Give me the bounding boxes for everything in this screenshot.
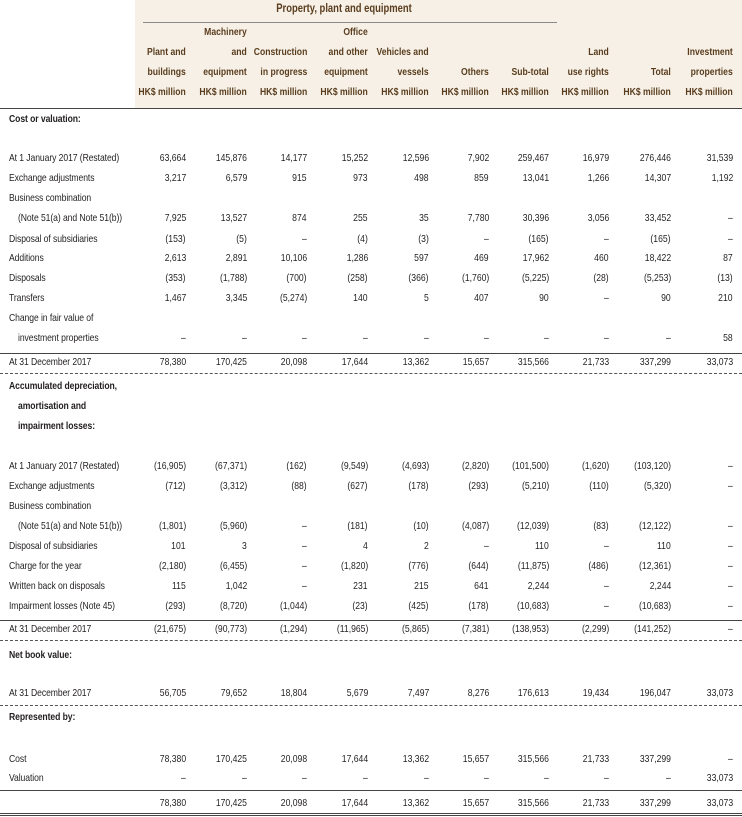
table-cell: (101,500) [512, 460, 549, 472]
table-cell: (644) [468, 560, 489, 572]
table-cell: (3,312) [219, 480, 247, 492]
table-cell: 5 [424, 292, 429, 304]
table-cell: (88) [291, 480, 307, 492]
table-cell: – [302, 560, 307, 572]
table-cell: 78,380 [159, 753, 186, 765]
table-cell: 259,467 [517, 152, 549, 164]
table-cell: 33,452 [644, 212, 671, 224]
table-cell: 15,657 [462, 753, 489, 765]
table-cell: (5,210) [521, 480, 549, 492]
table-cell: 2,891 [225, 252, 247, 264]
table-cell: – [604, 332, 609, 344]
table-cell: – [604, 600, 609, 612]
table-cell: 915 [292, 172, 307, 184]
table-cell: – [302, 332, 307, 344]
table-cell: (165) [650, 233, 671, 245]
row-label: Written back on disposals [9, 580, 105, 592]
table-cell: – [484, 772, 489, 784]
table-cell: (2,820) [461, 460, 489, 472]
table-cell: 13,362 [402, 356, 429, 368]
table-cell: 58 [723, 332, 733, 344]
table-cell: 110 [657, 540, 671, 552]
table-cell: (5,960) [219, 520, 247, 532]
column-header: Vehicles and vessels HK$ million [376, 46, 429, 98]
table-cell: (4) [357, 233, 368, 245]
table-cell: (23) [352, 600, 368, 612]
table-cell: 210 [718, 292, 733, 304]
table-cell: (1,620) [581, 460, 609, 472]
table-cell: (5,225) [521, 272, 549, 284]
table-cell: 874 [292, 212, 307, 224]
row-label: Additions [9, 252, 44, 264]
ppe-group-title: Property, plant and equipment [276, 3, 412, 15]
table-cell: (153) [165, 233, 186, 245]
table-cell: – [604, 540, 609, 552]
table-cell: (181) [347, 520, 368, 532]
table-cell: (21,675) [153, 623, 186, 635]
table-cell: (5,253) [643, 272, 671, 284]
table-cell: 10,106 [280, 252, 307, 264]
table-cell: 115 [172, 580, 186, 592]
table-cell: – [424, 332, 429, 344]
table-cell: (712) [165, 480, 186, 492]
table-cell: 469 [474, 252, 489, 264]
table-cell: (4,693) [401, 460, 429, 472]
row-label: Transfers [9, 292, 45, 304]
table-cell: 407 [474, 292, 489, 304]
table-cell: 14,307 [644, 172, 671, 184]
table-cell: – [302, 520, 307, 532]
table-cell: – [302, 580, 307, 592]
table-cell: 641 [474, 580, 489, 592]
table-cell: 337,299 [639, 356, 671, 368]
table-cell: 19,434 [582, 687, 609, 699]
column-header: Plant and buildings HK$ million [138, 46, 186, 98]
table-cell: 140 [353, 292, 368, 304]
table-cell: 7,497 [407, 687, 429, 699]
table-cell: 21,733 [582, 753, 609, 765]
table-cell: 101 [171, 540, 186, 552]
row-label: Exchange adjustments [9, 480, 95, 492]
table-cell: (1,294) [279, 623, 307, 635]
table-cell: 7,780 [467, 212, 489, 224]
table-cell: 17,962 [522, 252, 549, 264]
row-label: investment properties [18, 332, 99, 344]
table-cell: 315,566 [517, 356, 549, 368]
row-label: Exchange adjustments [9, 172, 95, 184]
table-cell: (9,549) [340, 460, 368, 472]
total-rule [0, 373, 742, 374]
column-header: Investment properties HK$ million [685, 46, 733, 98]
table-cell: (11,875) [517, 560, 549, 572]
table-cell: 17,644 [341, 753, 368, 765]
table-cell: 315,566 [517, 797, 549, 809]
table-cell: 337,299 [639, 797, 671, 809]
row-label: Impairment losses (Note 45) [9, 600, 115, 612]
table-cell: 30,396 [522, 212, 549, 224]
table-cell: 315,566 [517, 753, 549, 765]
table-cell: 5,679 [346, 687, 368, 699]
table-cell: (10) [413, 520, 429, 532]
table-cell: 87 [723, 252, 733, 264]
table-cell: 15,252 [341, 152, 368, 164]
row-label: Charge for the year [9, 560, 82, 572]
table-cell: 17,644 [341, 797, 368, 809]
row-label: Business combination [9, 192, 92, 204]
table-cell: 31,539 [706, 152, 733, 164]
table-cell: – [666, 332, 671, 344]
row-label: Disposals [9, 272, 46, 284]
table-cell: 3,217 [164, 172, 186, 184]
column-header: Others HK$ million [441, 66, 489, 98]
table-cell: – [302, 233, 307, 245]
table-cell: 2,244 [527, 580, 549, 592]
table-cell: – [242, 772, 247, 784]
table-cell: – [728, 600, 733, 612]
table-cell: (12,039) [516, 520, 549, 532]
table-cell: (258) [347, 272, 368, 284]
table-cell: 78,380 [159, 797, 186, 809]
row-label: Represented by: [9, 711, 76, 723]
table-cell: – [181, 332, 186, 344]
table-cell: (11,965) [336, 623, 368, 635]
table-cell: 18,422 [644, 252, 671, 264]
table-cell: 12,596 [402, 152, 429, 164]
table-cell: 33,073 [706, 797, 733, 809]
table-cell: – [181, 772, 186, 784]
table-cell: – [544, 772, 549, 784]
table-cell: 33,073 [706, 356, 733, 368]
table-cell: 2,613 [164, 252, 186, 264]
table-cell: 1,266 [587, 172, 609, 184]
table-cell: 6,579 [225, 172, 247, 184]
table-cell: 973 [353, 172, 368, 184]
table-cell: 33,073 [706, 772, 733, 784]
row-label: At 31 December 2017 [9, 356, 92, 368]
table-cell: – [728, 560, 733, 572]
table-cell: 1,286 [346, 252, 368, 264]
table-cell: – [302, 772, 307, 784]
table-cell: (1,820) [340, 560, 368, 572]
column-header: Machinery and equipment HK$ million [199, 26, 247, 98]
table-cell: – [604, 292, 609, 304]
row-label: Disposal of subsidiaries [9, 233, 98, 245]
table-cell: 78,380 [159, 356, 186, 368]
table-cell: – [728, 233, 733, 245]
row-label: At 1 January 2017 (Restated) [9, 460, 120, 472]
table-cell: – [363, 332, 368, 344]
table-cell: 255 [353, 212, 368, 224]
table-cell: (1,760) [461, 272, 489, 284]
table-cell: (293) [468, 480, 489, 492]
table-cell: (10,683) [638, 600, 671, 612]
table-cell: – [484, 540, 489, 552]
table-cell: 15,657 [462, 797, 489, 809]
table-cell: 1,192 [711, 172, 733, 184]
table-cell: (4,087) [461, 520, 489, 532]
table-cell: – [484, 332, 489, 344]
table-cell: 597 [414, 252, 429, 264]
table-cell: (162) [286, 460, 307, 472]
table-cell: 170,425 [215, 356, 247, 368]
table-cell: (2,299) [581, 623, 609, 635]
row-label: Cost [9, 753, 27, 765]
table-cell: 21,733 [582, 797, 609, 809]
table-cell: 8,276 [467, 687, 489, 699]
table-cell: 63,664 [159, 152, 186, 164]
table-cell: 3,056 [587, 212, 609, 224]
table-cell: – [728, 460, 733, 472]
table-cell: (486) [588, 560, 609, 572]
row-label: Net book value: [9, 649, 72, 661]
table-cell: 16,979 [582, 152, 609, 164]
row-label: Cost or valuation: [9, 113, 81, 125]
table-cell: 21,733 [582, 356, 609, 368]
table-cell: (353) [165, 272, 186, 284]
table-cell: – [728, 580, 733, 592]
table-cell: (12,122) [638, 520, 671, 532]
table-cell: – [728, 540, 733, 552]
table-cell: – [242, 332, 247, 344]
table-cell: (141,252) [634, 623, 671, 635]
table-cell: 176,613 [517, 687, 549, 699]
table-cell: 7,902 [467, 152, 489, 164]
table-cell: 215 [414, 580, 429, 592]
table-cell: – [604, 772, 609, 784]
column-header: Office and other equipment HK$ million [320, 26, 368, 98]
table-cell: 498 [414, 172, 429, 184]
table-cell: (12,361) [638, 560, 671, 572]
table-cell: 4 [363, 540, 368, 552]
column-header: Sub-total HK$ million [501, 66, 549, 98]
table-cell: 20,098 [280, 356, 307, 368]
table-cell: (178) [408, 480, 429, 492]
header-rule [0, 108, 742, 109]
table-cell: – [604, 233, 609, 245]
table-cell: 196,047 [639, 687, 671, 699]
table-cell: 20,098 [280, 797, 307, 809]
table-cell: 18,804 [280, 687, 307, 699]
total-rule [0, 705, 742, 706]
table-cell: (776) [408, 560, 429, 572]
table-cell: (90,773) [214, 623, 247, 635]
table-cell: – [728, 520, 733, 532]
row-label: Disposal of subsidiaries [9, 540, 98, 552]
table-cell: 460 [594, 252, 609, 264]
table-cell: (1,788) [219, 272, 247, 284]
table-cell: (5,865) [401, 623, 429, 635]
table-cell: (178) [468, 600, 489, 612]
table-cell: (627) [347, 480, 368, 492]
table-cell: 13,041 [522, 172, 549, 184]
table-cell: (5,274) [279, 292, 307, 304]
table-cell: 170,425 [215, 753, 247, 765]
table-cell: (83) [593, 520, 609, 532]
subtotal-rule [0, 620, 742, 621]
row-label: amortisation and [18, 400, 87, 412]
table-cell: 110 [535, 540, 549, 552]
table-cell: 1,042 [225, 580, 247, 592]
table-cell: (28) [593, 272, 609, 284]
table-cell: (700) [286, 272, 307, 284]
table-cell: (425) [408, 600, 429, 612]
table-cell: 35 [419, 212, 429, 224]
table-cell: 2,244 [649, 580, 671, 592]
table-cell: 56,705 [159, 687, 186, 699]
table-cell: – [728, 480, 733, 492]
table-cell: 13,362 [402, 753, 429, 765]
table-cell: 3,345 [225, 292, 247, 304]
total-rule [0, 640, 742, 641]
table-cell: (7,381) [461, 623, 489, 635]
column-header: Land use rights HK$ million [561, 46, 609, 98]
table-cell: (110) [589, 480, 609, 492]
table-cell: – [544, 332, 549, 344]
table-cell: (3) [418, 233, 429, 245]
table-cell: (2,180) [158, 560, 186, 572]
table-cell: 17,644 [341, 356, 368, 368]
table-cell: (1,801) [158, 520, 186, 532]
row-label: Valuation [9, 772, 44, 784]
table-cell: (366) [408, 272, 429, 284]
subtotal-rule [0, 790, 742, 791]
table-cell: 7,925 [164, 212, 186, 224]
table-cell: 3 [242, 540, 247, 552]
table-cell: (5,320) [643, 480, 671, 492]
table-cell: (5) [236, 233, 247, 245]
table-cell: – [728, 623, 733, 635]
table-cell: 859 [474, 172, 489, 184]
subtotal-rule [0, 353, 742, 354]
row-label: (Note 51(a) and Note 51(b)) [18, 520, 123, 532]
table-cell: (67,371) [214, 460, 247, 472]
table-cell: – [728, 212, 733, 224]
table-cell: 170,425 [215, 797, 247, 809]
table-cell: – [424, 772, 429, 784]
grand-total-rule [0, 813, 742, 816]
column-header: Construction in progress HK$ million [253, 46, 307, 98]
table-cell: (8,720) [219, 600, 247, 612]
table-cell: – [604, 580, 609, 592]
table-cell: 14,177 [280, 152, 307, 164]
table-cell: (1,044) [279, 600, 307, 612]
table-cell: (6,455) [219, 560, 247, 572]
table-cell: 1,467 [164, 292, 186, 304]
column-header: Total HK$ million [623, 66, 671, 98]
table-cell: 33,073 [706, 687, 733, 699]
table-cell: (103,120) [634, 460, 671, 472]
row-label: (Note 51(a) and Note 51(b)) [18, 212, 123, 224]
row-label: At 31 December 2017 [9, 623, 92, 635]
table-cell: (293) [165, 600, 186, 612]
row-label: Business combination [9, 500, 92, 512]
row-label: At 31 December 2017 [9, 687, 92, 699]
table-cell: – [666, 772, 671, 784]
row-label: At 1 January 2017 (Restated) [9, 152, 120, 164]
row-label: Change in fair value of [9, 312, 94, 324]
table-cell: 90 [661, 292, 671, 304]
table-cell: 337,299 [639, 753, 671, 765]
table-cell: 276,446 [639, 152, 671, 164]
table-cell: (16,905) [153, 460, 186, 472]
table-cell: – [484, 233, 489, 245]
table-cell: (165) [528, 233, 549, 245]
table-cell: – [728, 753, 733, 765]
table-cell: 231 [353, 580, 368, 592]
table-cell: 79,652 [220, 687, 247, 699]
table-cell: 13,362 [402, 797, 429, 809]
table-cell: 13,527 [220, 212, 247, 224]
table-cell: (13) [717, 272, 733, 284]
table-cell: (138,953) [512, 623, 549, 635]
row-label: impairment losses: [18, 420, 96, 432]
table-cell: 145,876 [215, 152, 247, 164]
table-cell: 90 [539, 292, 549, 304]
table-cell: 20,098 [280, 753, 307, 765]
table-cell: 2 [424, 540, 429, 552]
row-label: Accumulated depreciation, [9, 380, 117, 392]
table-cell: – [302, 540, 307, 552]
table-cell: (10,683) [516, 600, 549, 612]
table-cell: – [363, 772, 368, 784]
table-cell: 15,657 [462, 356, 489, 368]
